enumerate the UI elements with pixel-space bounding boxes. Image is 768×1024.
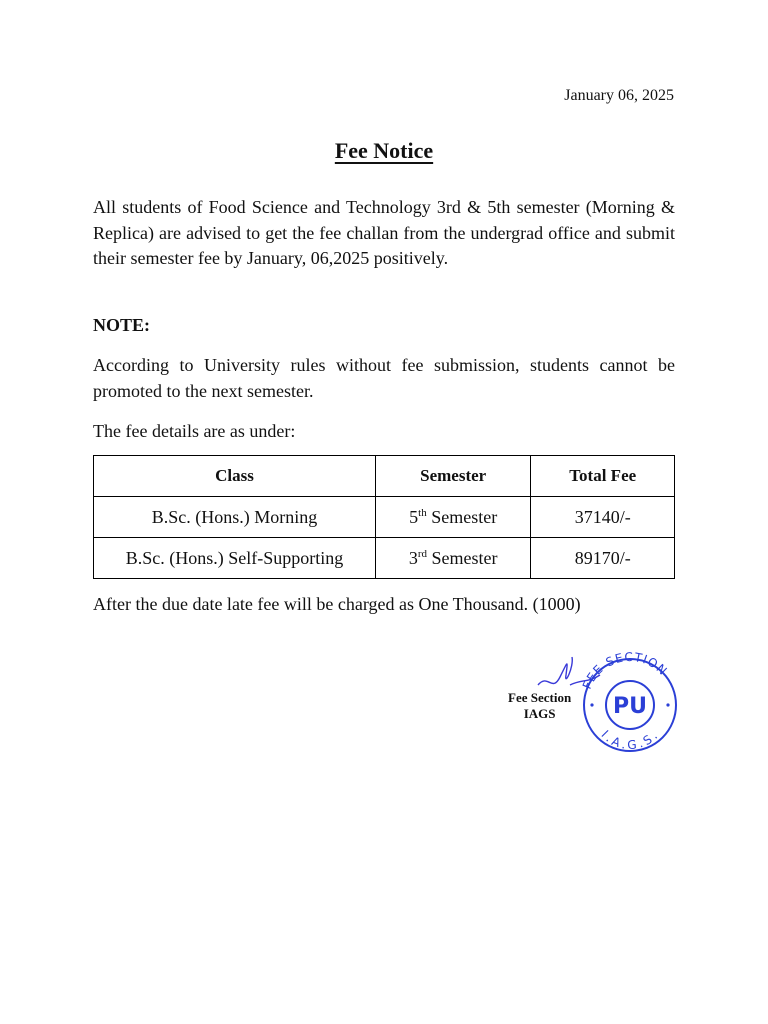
note-label: NOTE:: [93, 315, 151, 335]
stamp-center-text: PU: [613, 694, 647, 719]
fee-details-intro: The fee details are as under:: [93, 421, 296, 441]
header-class: Class: [94, 456, 376, 497]
intro-paragraph: All students of Food Science and Technology 3rd & 5th semester (Morning & Replica) are advised to get the fee challan from the undergrad office and submit their semester fee by January, 06,2025 positively.: [93, 197, 675, 268]
stamp-dot: [590, 703, 593, 706]
stamp-top-text: FEE SECTION: [579, 649, 671, 692]
cell-fee: 89170/-: [531, 538, 675, 579]
semester-suffix: th: [418, 506, 427, 519]
late-fee-paragraph: After the due date late fee will be charged as One Thousand. (1000): [93, 594, 581, 614]
notice-date: January 06, 2025: [564, 87, 674, 104]
semester-suffix: rd: [417, 547, 428, 560]
semester-word: Semester: [431, 547, 498, 568]
stamp-bottom-text: I.A.G.S.: [598, 726, 663, 753]
cell-fee: 37140/-: [531, 497, 675, 538]
cell-semester: [375, 538, 531, 579]
signature-line-1: Fee Section: [508, 690, 572, 705]
cell-class: B.Sc. (Hons.) Self-Supporting: [94, 538, 376, 579]
signature-line-2: IAGS: [523, 706, 556, 721]
table-header-row: [94, 456, 675, 497]
semester-number: 3: [408, 547, 418, 568]
rules-paragraph: According to University rules without fee submission, students cannot be promoted to the next semester.: [93, 355, 675, 401]
signature-block: [508, 690, 571, 722]
semester-word: Semester: [431, 506, 498, 527]
cell-semester: [375, 497, 531, 538]
header-semester: Semester: [375, 456, 531, 497]
stamp-dot: [666, 703, 669, 706]
table-row: [94, 497, 675, 538]
fee-table: [93, 455, 675, 579]
notice-title: Fee Notice: [334, 138, 434, 163]
semester-number: 5: [409, 506, 419, 527]
cell-class: B.Sc. (Hons.) Morning: [94, 497, 376, 538]
table-row: [94, 538, 675, 579]
header-total-fee: Total Fee: [531, 456, 675, 497]
